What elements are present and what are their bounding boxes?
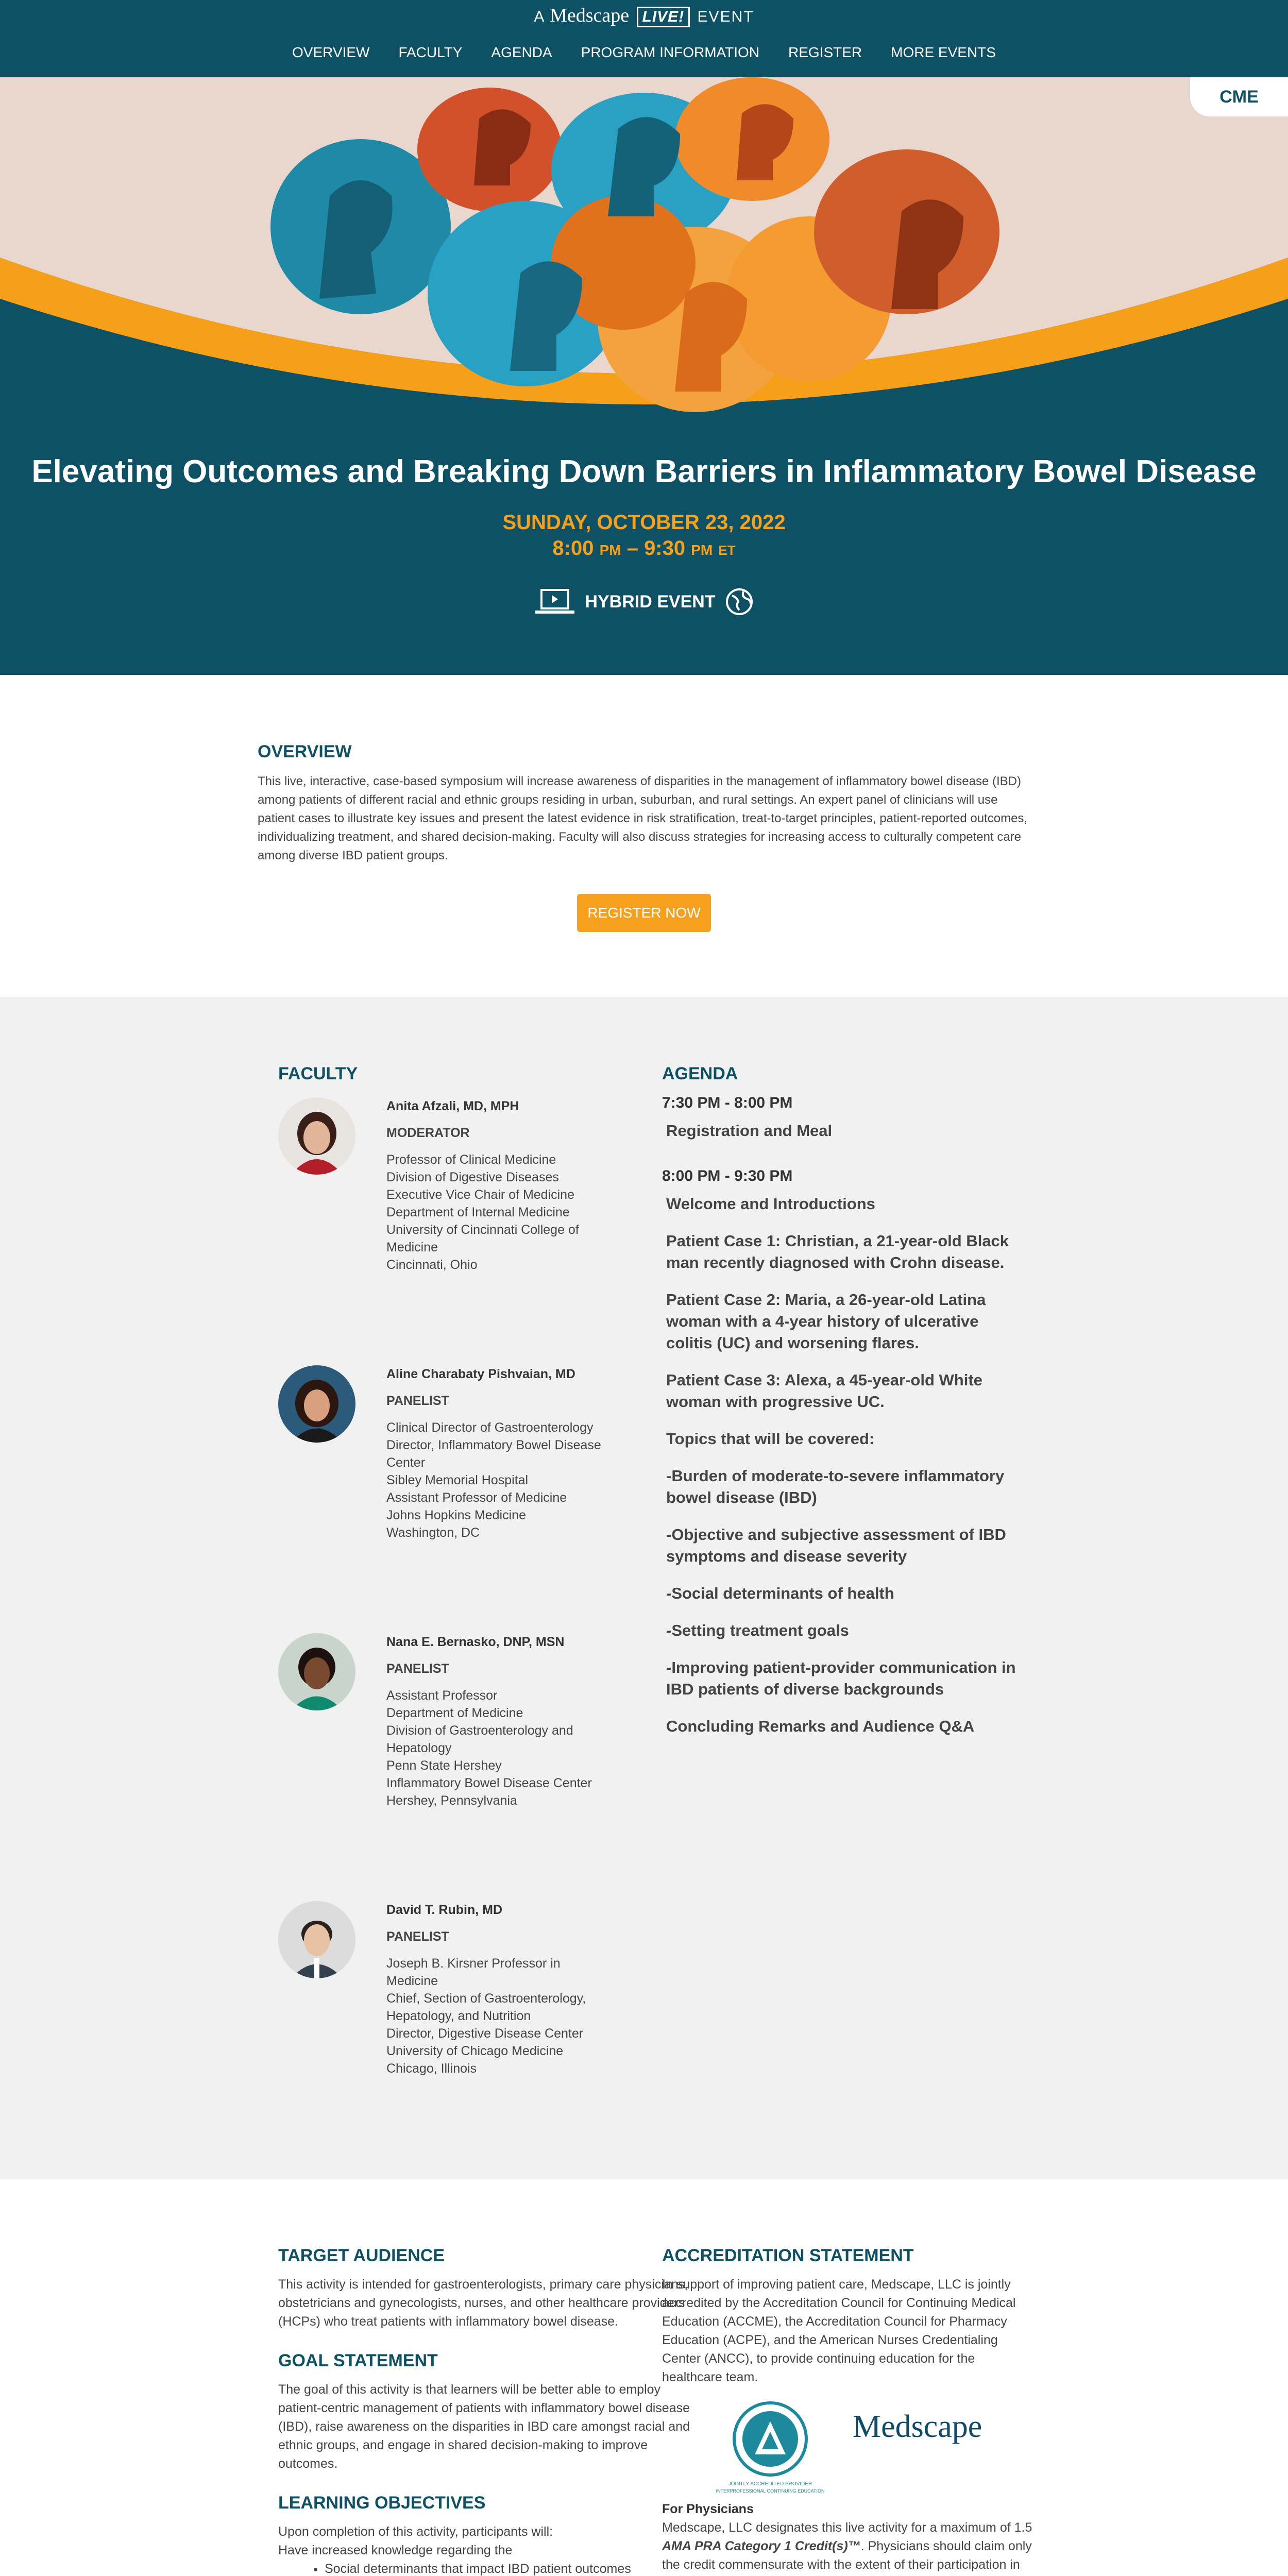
faculty-detail: Director, Inflammatory Bowel Disease Center <box>386 1438 601 1470</box>
accreditation-heading: ACCREDITATION STATEMENT <box>662 2246 914 2265</box>
overview-text: This live, interactive, case-based symposium will increase awareness of disparities in the management of inflammatory bowel disease (IBD) among patients of different racial and ethnic groups residing in urban, suburban, and rural settings. An expert panel of clinicians will use patient cases to illustrate key issues and present the latest evidence in risk stratification, treat-to-target principles, patient-reported outcomes, individualizing treatment, and shared decision-making. Faculty will also discuss strategies for increasing access to culturally competent care among diverse IBD patient groups. <box>258 774 1028 862</box>
faculty-detail: Division of Gastroenterology and Hepatology <box>386 1723 573 1755</box>
accreditation-logos <box>662 2392 1038 2495</box>
faculty-role: PANELIST <box>386 1394 449 1408</box>
program-info-left <box>278 2246 701 2576</box>
nav-register[interactable]: REGISTER <box>788 44 862 60</box>
medscape-logo: Medscape <box>853 2409 982 2444</box>
cme-badge: CME <box>1190 77 1288 116</box>
faculty-detail: Cincinnati, Ohio <box>386 1258 478 1272</box>
faculty-detail: Inflammatory Bowel Disease Center <box>386 1776 592 1790</box>
nav-agenda[interactable]: AGENDA <box>491 44 552 60</box>
objectives-heading: LEARNING OBJECTIVES <box>278 2493 486 2513</box>
faculty-detail: Clinical Director of Gastroenterology <box>386 1420 594 1435</box>
program-info-right <box>662 2246 1038 2576</box>
avatar <box>278 1365 355 1443</box>
faculty-name: David T. Rubin, MD <box>386 1903 502 1917</box>
agenda-item: -Social determinants of health <box>666 1584 894 1602</box>
faculty-detail: Assistant Professor of Medicine <box>386 1490 567 1505</box>
faculty-detail: Executive Vice Chair of Medicine <box>386 1188 574 1202</box>
agenda-item: Patient Case 3: Alexa, a 45-year-old White woman with progressive UC. <box>666 1371 982 1411</box>
faculty-detail: Assistant Professor <box>386 1688 498 1703</box>
nav-faculty[interactable]: FACULTY <box>398 44 463 60</box>
faculty-detail: University of Cincinnati College of Medicine <box>386 1223 579 1255</box>
objectives-list <box>309 2560 701 2576</box>
hybrid-event-text: HYBRID EVENT <box>585 591 716 612</box>
agenda-item: -Improving patient-provider communication in IBD patients of diverse backgrounds <box>666 1658 1016 1698</box>
agenda-item: Topics that will be covered: <box>666 1430 875 1448</box>
brand-suffix: EVENT <box>697 8 754 25</box>
avatar <box>278 1097 355 1175</box>
faculty-detail: Johns Hopkins Medicine <box>386 1508 526 1522</box>
faculty-detail: Hershey, Pennsylvania <box>386 1793 517 1808</box>
joint-accreditation-seal <box>703 2392 837 2495</box>
faculty-detail: Penn State Hershey <box>386 1758 502 1773</box>
faculty-detail: Professor of Clinical Medicine <box>386 1153 556 1167</box>
overview-heading: OVERVIEW <box>258 742 352 761</box>
faculty-detail: University of Chicago Medicine <box>386 2044 564 2058</box>
agenda-heading: AGENDA <box>662 1064 738 1083</box>
faculty-name: Anita Afzali, MD, MPH <box>386 1099 519 1113</box>
overview-section <box>258 742 1030 865</box>
event-date: SUNDAY, OCTOBER 23, 2022 <box>502 511 786 534</box>
live-badge: LIVE! <box>637 7 690 27</box>
faculty-detail: Director, Digestive Disease Center <box>386 2026 584 2041</box>
agenda-section <box>662 1064 1023 1753</box>
avatar <box>278 1901 355 1978</box>
svg-text:JOINTLY ACCREDITED PROVIDER: JOINTLY ACCREDITED PROVIDER <box>728 2481 812 2487</box>
goal-heading: GOAL STATEMENT <box>278 2351 438 2370</box>
hero-illustration <box>0 77 1288 675</box>
objectives-intro: Upon completion of this activity, participants will: <box>278 2524 553 2539</box>
agenda-item: Patient Case 2: Maria, a 26-year-old Latina woman with a 4-year history of ulcerative colitis (UC) and worsening flares. <box>666 1291 986 1352</box>
agenda-item: Registration and Meal <box>666 1122 833 1140</box>
hybrid-event-label <box>0 587 1288 616</box>
faculty-detail: Division of Digestive Diseases <box>386 1170 559 1184</box>
agenda-item: Patient Case 1: Christian, a 21-year-old Black man recently diagnosed with Crohn disease. <box>666 1232 1009 1272</box>
laptop-icon <box>534 588 575 616</box>
faculty-member <box>278 1901 608 2169</box>
accreditation-text: In support of improving patient care, Medscape, LLC is jointly accredited by the Accreditation Council for Continuing Medical Education (ACCME), the Accreditation Council for Pharmacy Education (ACPE), and the American Nurses Credentialing Center (ANCC), to provide continuing education for the healthcare team. <box>662 2277 1016 2384</box>
medscape-logo[interactable]: Medscape <box>550 5 630 26</box>
faculty-heading: FACULTY <box>278 1064 358 1083</box>
faculty-detail: Chicago, Illinois <box>386 2061 477 2076</box>
event-brand <box>0 4 1288 27</box>
target-audience-heading: TARGET AUDIENCE <box>278 2246 445 2265</box>
nav-overview[interactable]: OVERVIEW <box>292 44 370 60</box>
faculty-section <box>278 1064 608 2169</box>
agenda-item: -Objective and subjective assessment of IBD symptoms and disease severity <box>666 1526 1006 1565</box>
faculty-name: Nana E. Bernasko, DNP, MSN <box>386 1635 565 1649</box>
target-audience-text: This activity is intended for gastroenterologists, primary care physicians, obstetricians and gynecologists, nurses, and other healthcare providers (HCPs) who treat patients with inflammatory bowel disease. <box>278 2277 689 2329</box>
event-time: 8:00 PM – 9:30 PM ET <box>552 537 736 560</box>
faculty-detail: Department of Internal Medicine <box>386 1205 570 1219</box>
faculty-role: PANELIST <box>386 1662 449 1676</box>
top-bar <box>0 0 1288 77</box>
physicians-heading: For Physicians <box>662 2502 754 2516</box>
physicians-text: Medscape, LLC designates this live activity for a maximum of 1.5 AMA PRA Category 1 Credit(s)™. Physicians should claim only the credit commensurate with the extent of their participation in <box>662 2520 1032 2572</box>
faculty-member <box>278 1365 608 1633</box>
main-nav <box>0 44 1288 61</box>
hero-banner <box>0 77 1288 675</box>
faculty-member <box>278 1633 608 1901</box>
agenda-item: -Burden of moderate-to-severe inflammatory bowel disease (IBD) <box>666 1467 1005 1506</box>
agenda-time: 8:00 PM - 9:30 PM <box>662 1167 793 1184</box>
agenda-time: 7:30 PM - 8:00 PM <box>662 1094 793 1111</box>
faculty-agenda-background <box>0 997 1288 2179</box>
faculty-detail: Sibley Memorial Hospital <box>386 1473 529 1487</box>
agenda-item: Concluding Remarks and Audience Q&A <box>666 1717 975 1735</box>
faculty-member <box>278 1097 608 1365</box>
faculty-role: MODERATOR <box>386 1126 470 1140</box>
goal-text: The goal of this activity is that learners will be better able to employ patient-centric management of patients with inflammatory bowel disease (IBD), raise awareness on the disparities in IBD care amongst racial and ethnic groups, and engage in shared decision-making to improve outcomes. <box>278 2382 690 2471</box>
agenda-item: -Setting treatment goals <box>666 1621 849 1639</box>
nav-more-events[interactable]: MORE EVENTS <box>891 44 996 60</box>
svg-text:INTERPROFESSIONAL CONTINUING E: INTERPROFESSIONAL CONTINUING EDUCATION <box>716 2488 825 2494</box>
faculty-detail: Chief, Section of Gastroenterology, Hepatology, and Nutrition <box>386 1991 586 2023</box>
event-title: Elevating Outcomes and Breaking Down Barriers in Inflammatory Bowel Disease <box>31 454 1257 489</box>
faculty-detail: Washington, DC <box>386 1526 480 1540</box>
list-item: • Social determinants that impact IBD patient outcomes <box>325 2560 701 2576</box>
faculty-role: PANELIST <box>386 1929 449 1944</box>
brand-prefix: A <box>534 8 545 25</box>
objectives-intro: Have increased knowledge regarding the <box>278 2543 513 2557</box>
faculty-detail: Department of Medicine <box>386 1706 523 1720</box>
nav-program-information[interactable]: PROGRAM INFORMATION <box>581 44 760 60</box>
register-now-button[interactable]: REGISTER NOW <box>577 894 711 932</box>
faculty-name: Aline Charabaty Pishvaian, MD <box>386 1367 575 1381</box>
faculty-detail: Joseph B. Kirsner Professor in Medicine <box>386 1956 561 1988</box>
agenda-item: Welcome and Introductions <box>666 1195 875 1213</box>
avatar <box>278 1633 355 1710</box>
globe-icon <box>725 587 754 616</box>
